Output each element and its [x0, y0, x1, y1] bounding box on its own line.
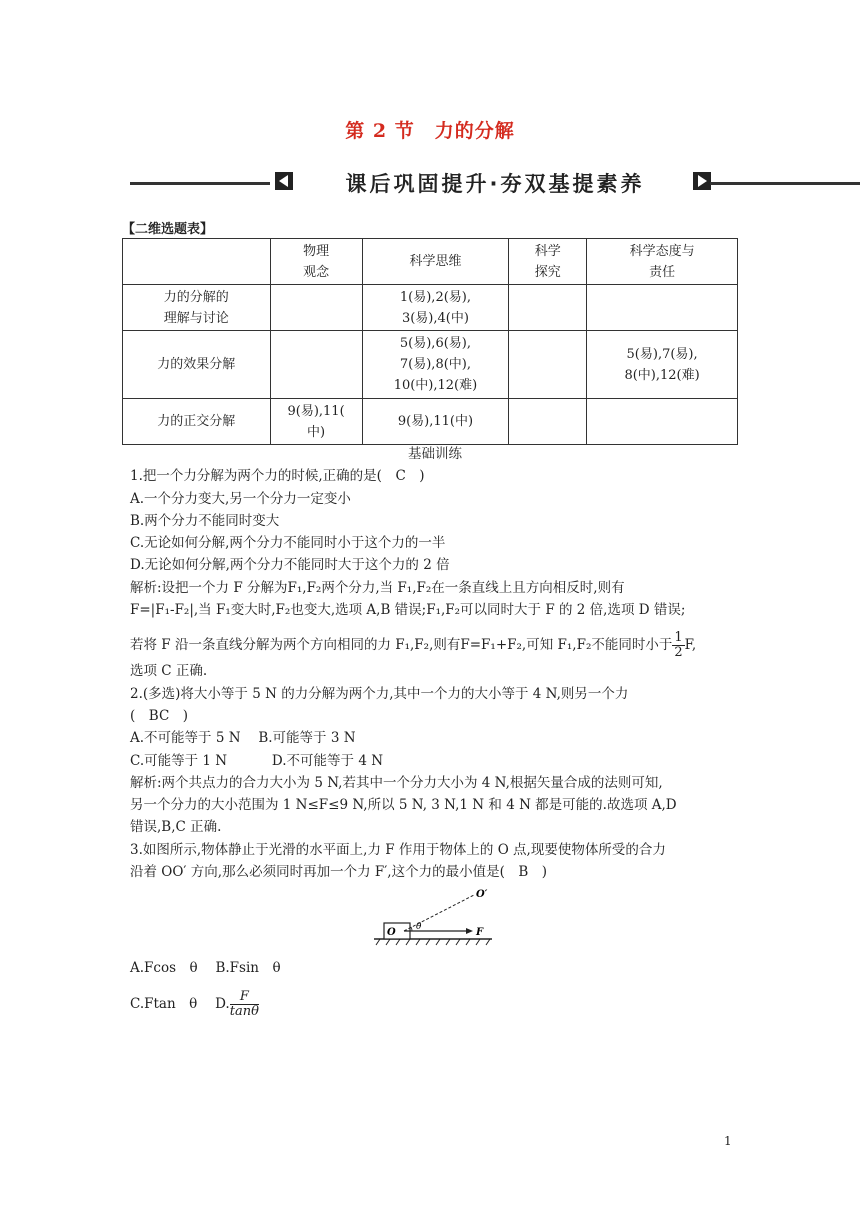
table-header-cell: 科学 探究 — [509, 239, 587, 285]
fraction-numerator: F — [230, 990, 259, 1005]
direction-oo-prime — [404, 895, 474, 931]
table-row — [123, 399, 738, 445]
table-cell — [270, 285, 362, 331]
fraction-f-over-tan — [230, 990, 259, 1019]
question-2-answer: ( BC ) — [130, 707, 189, 724]
table-cell: 1(易),2(易), 3(易),4(中) — [362, 285, 509, 331]
banner-text: 课后巩固提升·夯双基提素养 — [345, 172, 645, 196]
banner-rule-right — [710, 182, 860, 185]
force-diagram — [370, 887, 500, 951]
question-1-analysis: F=|F₁-F₂|,当 F₁变大时,F₂也变大,选项 A,B 错误;F₁,F₂可以同时大于 F 的 2 倍,选项 D 错误; — [130, 602, 686, 619]
fraction-one-half — [672, 631, 684, 660]
question-2-analysis: 错误,B,C 正确. — [130, 819, 222, 836]
table-cell — [509, 331, 587, 399]
question-1-stem: 1.把一个力分解为两个力的时候,正确的是( C ) — [130, 468, 425, 485]
arrow-right-icon — [693, 172, 711, 190]
table-row — [123, 285, 738, 331]
fraction-numerator: 1 — [674, 630, 683, 646]
label-theta: θ — [416, 922, 422, 933]
table-label: 【二维选题表】 — [122, 222, 214, 237]
table-cell: 5(易),6(易), 7(易),8(中), 10(中),12(难) — [362, 331, 509, 399]
analysis-text: 若将 F 沿一条直线分解为两个方向相同的力 F₁,F₂,则有F=F₁+F₂,可知 F₁,F₂不能同时小于 — [130, 637, 673, 654]
table-cell: 力的正交分解 — [123, 399, 271, 445]
question-2-stem: 2.(多选)将大小等于 5 N 的力分解为两个力,其中一个力的大小等于 4 N,则另一个力 — [130, 685, 629, 702]
table-cell: 力的分解的 理解与讨论 — [123, 285, 271, 331]
label-o: O — [387, 927, 396, 939]
analysis-text: F, — [684, 637, 697, 654]
question-1-option-c: C.无论如何分解,两个分力不能同时小于这个力的一半 — [130, 535, 446, 552]
question-3-stem: 3.如图所示,物体静止于光滑的水平面上,力 F 作用于物体上的 O 点,现要使物体所受的合力 — [130, 841, 666, 858]
question-1-analysis: 解析:设把一个力 F 分解为F₁,F₂两个分力,当 F₁,F₂在一条直线上且方向相反时,则有 — [130, 579, 625, 596]
label-o-prime: O′ — [476, 889, 488, 901]
question-1-option-d: D.无论如何分解,两个分力不能同时大于这个力的 2 倍 — [130, 557, 450, 574]
question-3-options-ab: A.Fcos θ B.Fsin θ — [130, 960, 281, 977]
question-1-analysis: 选项 C 正确. — [130, 663, 208, 680]
arrow-left-icon — [275, 172, 293, 190]
fraction-denominator: tanθ — [229, 1003, 259, 1019]
table-header-cell: 科学态度与 责任 — [587, 239, 738, 285]
ground-hatch — [376, 939, 490, 945]
selection-table — [122, 238, 738, 445]
table-header-cell — [123, 239, 271, 285]
fraction-denominator: 2 — [674, 645, 683, 661]
question-2-options-cd: C.可能等于 1 N D.不可能等于 4 N — [130, 752, 384, 769]
question-2-analysis: 另一个分力的大小范围为 1 N≤F≤9 N,所以 5 N, 3 N,1 N 和 4 N 都是可能的.故选项 A,D — [130, 797, 677, 814]
page-number: 1 — [724, 1134, 732, 1148]
table-header-row — [123, 239, 738, 285]
question-1-option-a: A.一个分力变大,另一个分力一定变小 — [130, 490, 351, 507]
table-cell — [587, 399, 738, 445]
table-cell: 力的效果分解 — [123, 331, 271, 399]
section-heading: 基础训练 — [408, 446, 462, 462]
table-header-cell: 科学思维 — [362, 239, 509, 285]
table-cell — [270, 331, 362, 399]
table-cell — [587, 285, 738, 331]
exercise-content — [130, 443, 740, 1019]
question-2-options-ab: A.不可能等于 5 N B.可能等于 3 N — [130, 730, 356, 747]
table-row — [123, 331, 738, 399]
question-1-analysis-fraction-line — [130, 631, 740, 660]
table-cell: 9(易),11(中) — [362, 399, 509, 445]
section-banner — [130, 168, 860, 198]
question-3-options-cd — [130, 990, 740, 1019]
question-1-option-b: B.两个分力不能同时变大 — [130, 512, 280, 529]
question-3-stem: 沿着 OO′ 方向,那么必须同时再加一个力 F′,这个力的最小值是( B ) — [130, 864, 548, 881]
arrowhead-icon — [466, 928, 473, 934]
table-cell — [509, 285, 587, 331]
table-cell — [509, 399, 587, 445]
option-text: C.Ftan θ D. — [130, 995, 230, 1012]
table-header-cell: 物理 观念 — [270, 239, 362, 285]
question-2-analysis: 解析:两个共点力的合力大小为 5 N,若其中一个分力大小为 4 N,根据矢量合成的法则可知, — [130, 774, 663, 791]
banner-rule-left — [130, 182, 270, 185]
table-cell: 9(易),11( 中) — [270, 399, 362, 445]
label-f: F — [476, 927, 484, 939]
table-cell: 5(易),7(易), 8(中),12(难) — [587, 331, 738, 399]
page-title: 第 2 节 力的分解 — [345, 120, 515, 142]
